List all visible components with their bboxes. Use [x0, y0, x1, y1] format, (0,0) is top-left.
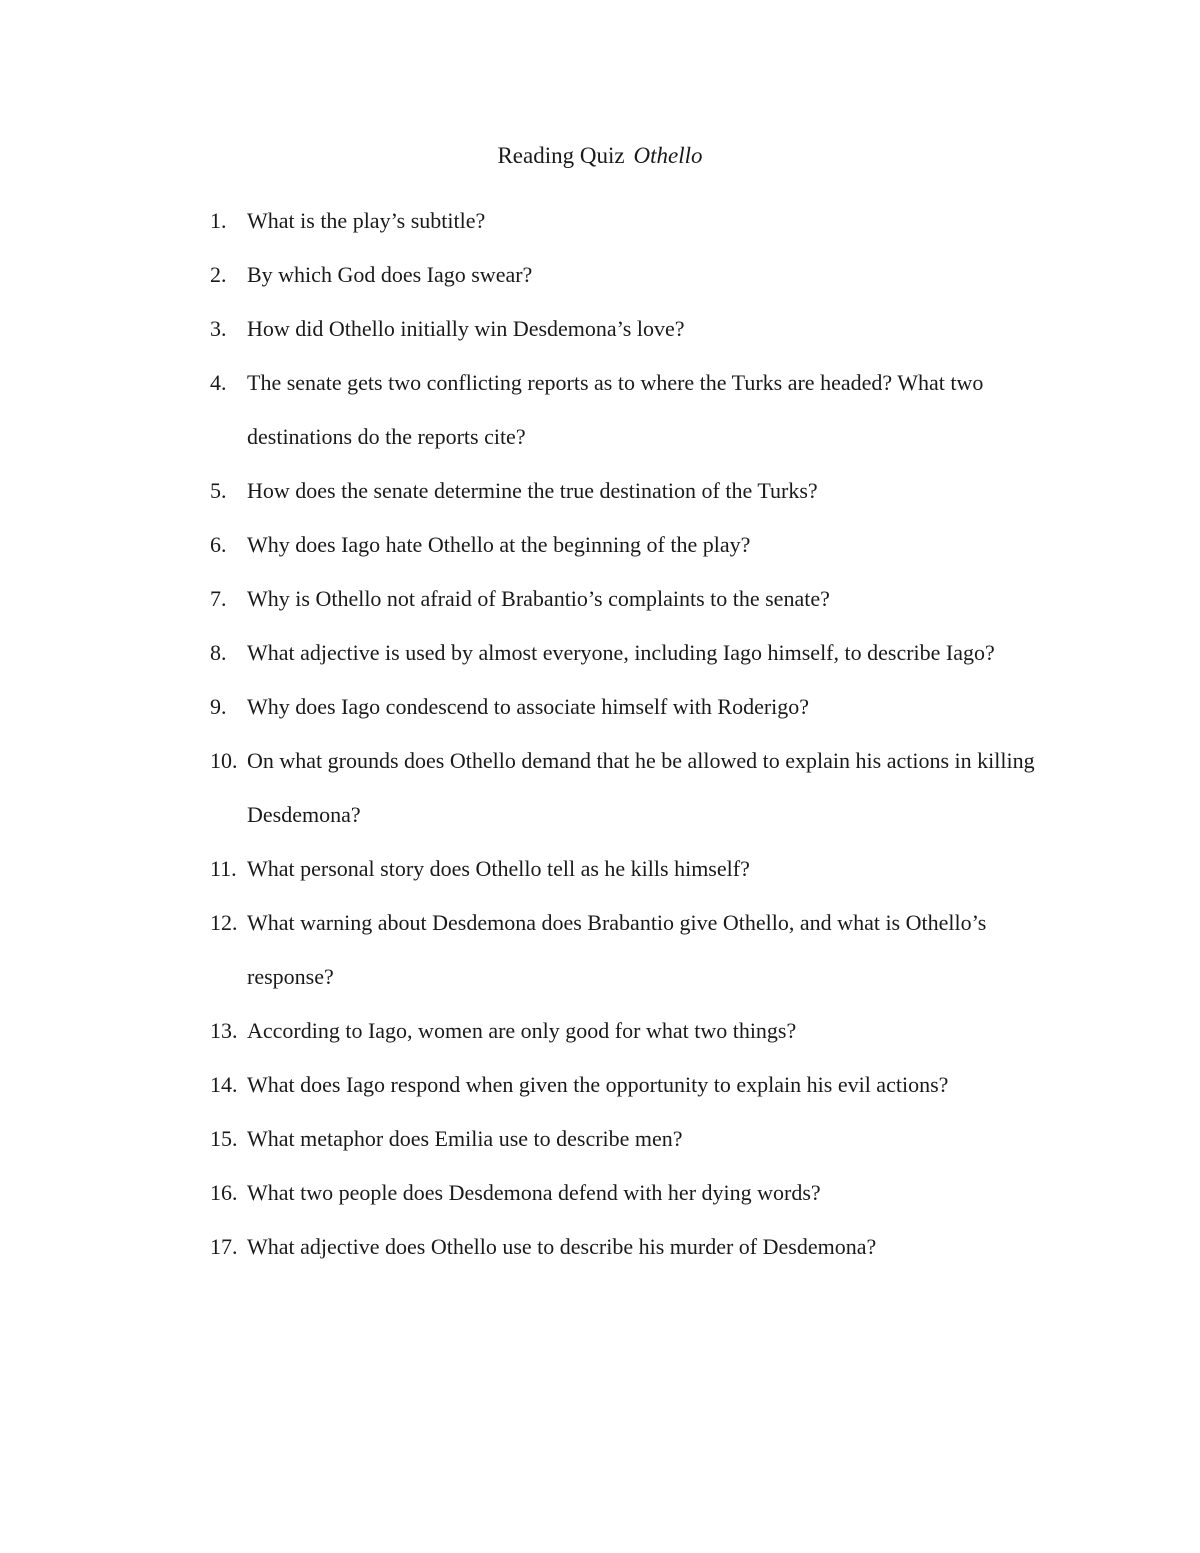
question-text: Why is Othello not afraid of Brabantio’s complaints to the senate?: [247, 586, 830, 611]
question-number: 8.: [210, 640, 227, 665]
question-number: 9.: [210, 694, 227, 719]
question-number: 7.: [210, 586, 227, 611]
question-number: 11.: [210, 856, 237, 881]
question-item: [210, 464, 1040, 518]
question-item: [210, 680, 1040, 734]
question-item: [210, 1058, 1040, 1112]
work-title: Othello: [633, 143, 703, 168]
question-text: What adjective is used by almost everyone, including Iago himself, to describe Iago?: [247, 640, 995, 665]
question-number: 3.: [210, 316, 227, 341]
question-text: What adjective does Othello use to describe his murder of Desdemona?: [247, 1234, 877, 1259]
question-item: [210, 1004, 1040, 1058]
question-item: [210, 194, 1040, 248]
question-item: [210, 356, 1040, 464]
question-text: What does Iago respond when given the opportunity to explain his evil actions?: [247, 1072, 949, 1097]
question-text: The senate gets two conflicting reports as to where the Turks are headed? What two destinations do the reports cite?: [247, 370, 984, 449]
question-number: 5.: [210, 478, 227, 503]
question-number: 16.: [210, 1180, 238, 1205]
question-number: 17.: [210, 1234, 238, 1259]
question-item: [210, 302, 1040, 356]
question-item: [210, 1166, 1040, 1220]
page-title: [0, 140, 1200, 172]
question-text: What warning about Desdemona does Brabantio give Othello, and what is Othello’s response?: [247, 910, 987, 989]
question-number: 4.: [210, 370, 227, 395]
question-text: What metaphor does Emilia use to describe men?: [247, 1126, 683, 1151]
question-number: 2.: [210, 262, 227, 287]
question-text: What two people does Desdemona defend with her dying words?: [247, 1180, 821, 1205]
question-number: 12.: [210, 910, 238, 935]
quiz-title: Reading Quiz: [497, 143, 625, 168]
question-list: [210, 194, 1040, 1274]
question-text: Why does Iago hate Othello at the beginning of the play?: [247, 532, 751, 557]
question-number: 13.: [210, 1018, 238, 1043]
question-item: [210, 248, 1040, 302]
question-text: What personal story does Othello tell as he kills himself?: [247, 856, 750, 881]
question-number: 15.: [210, 1126, 238, 1151]
question-text: On what grounds does Othello demand that he be allowed to explain his actions in killing Desdemona?: [247, 748, 1035, 827]
question-item: [210, 626, 1040, 680]
question-text: According to Iago, women are only good for what two things?: [247, 1018, 797, 1043]
question-text: How did Othello initially win Desdemona’s love?: [247, 316, 685, 341]
question-item: [210, 572, 1040, 626]
question-number: 10.: [210, 748, 238, 773]
question-text: Why does Iago condescend to associate himself with Roderigo?: [247, 694, 810, 719]
question-item: [210, 518, 1040, 572]
question-item: [210, 734, 1040, 842]
question-number: 6.: [210, 532, 227, 557]
question-number: 1.: [210, 208, 227, 233]
question-item: [210, 1112, 1040, 1166]
question-item: [210, 1220, 1040, 1274]
question-item: [210, 896, 1040, 1004]
question-text: What is the play’s subtitle?: [247, 208, 486, 233]
question-number: 14.: [210, 1072, 238, 1097]
question-text: How does the senate determine the true destination of the Turks?: [247, 478, 818, 503]
question-item: [210, 842, 1040, 896]
question-text: By which God does Iago swear?: [247, 262, 533, 287]
